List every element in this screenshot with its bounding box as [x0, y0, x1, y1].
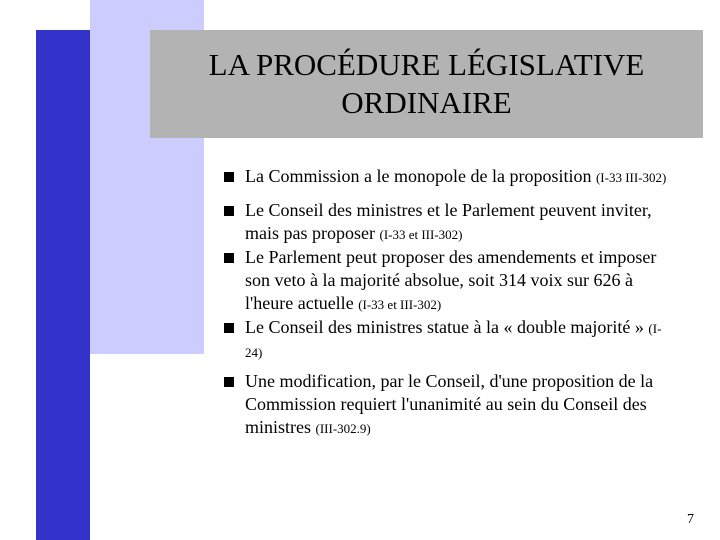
list-item — [224, 316, 674, 364]
page-title-line-2: ORDINAIRE — [341, 85, 512, 120]
bullet-list — [224, 165, 674, 440]
list-item — [224, 165, 674, 189]
list-item — [224, 370, 674, 440]
article-reference: (III-302.9) — [315, 421, 371, 436]
article-reference: (I-33 et III-302) — [379, 227, 463, 242]
article-reference: (I-33 et III-302) — [358, 297, 442, 312]
square-bullet-icon — [224, 172, 234, 182]
title-box — [150, 30, 703, 138]
page-title-line-1: LA PROCÉDURE LÉGISLATIVE — [208, 47, 645, 82]
bullet-text: Une modification, par le Conseil, d'une proposition de la Commission requiert l'unanimité au sein du Conseil des ministres — [245, 371, 654, 437]
list-item — [224, 199, 674, 246]
article-reference: (I-33 III-302) — [595, 170, 667, 185]
article-reference: (I-24) — [245, 321, 662, 360]
decorative-dark-bar — [36, 30, 90, 540]
bullet-text: Le Conseil des ministres statue à la « double majorité » — [245, 317, 649, 337]
bullet-text: La Commission a le monopole de la proposition — [245, 166, 596, 186]
page-number: 7 — [687, 512, 694, 527]
list-item — [224, 246, 674, 316]
bullet-text: Le Parlement peut proposer des amendements et imposer son veto à la majorité absolue, soit 314 voix sur 626 à l'heure actuelle — [245, 247, 657, 313]
square-bullet-icon — [224, 253, 234, 263]
square-bullet-icon — [224, 323, 234, 333]
square-bullet-icon — [224, 206, 234, 216]
bullet-text: Le Conseil des ministres et le Parlement peuvent inviter, mais pas proposer — [245, 200, 652, 243]
square-bullet-icon — [224, 377, 234, 387]
